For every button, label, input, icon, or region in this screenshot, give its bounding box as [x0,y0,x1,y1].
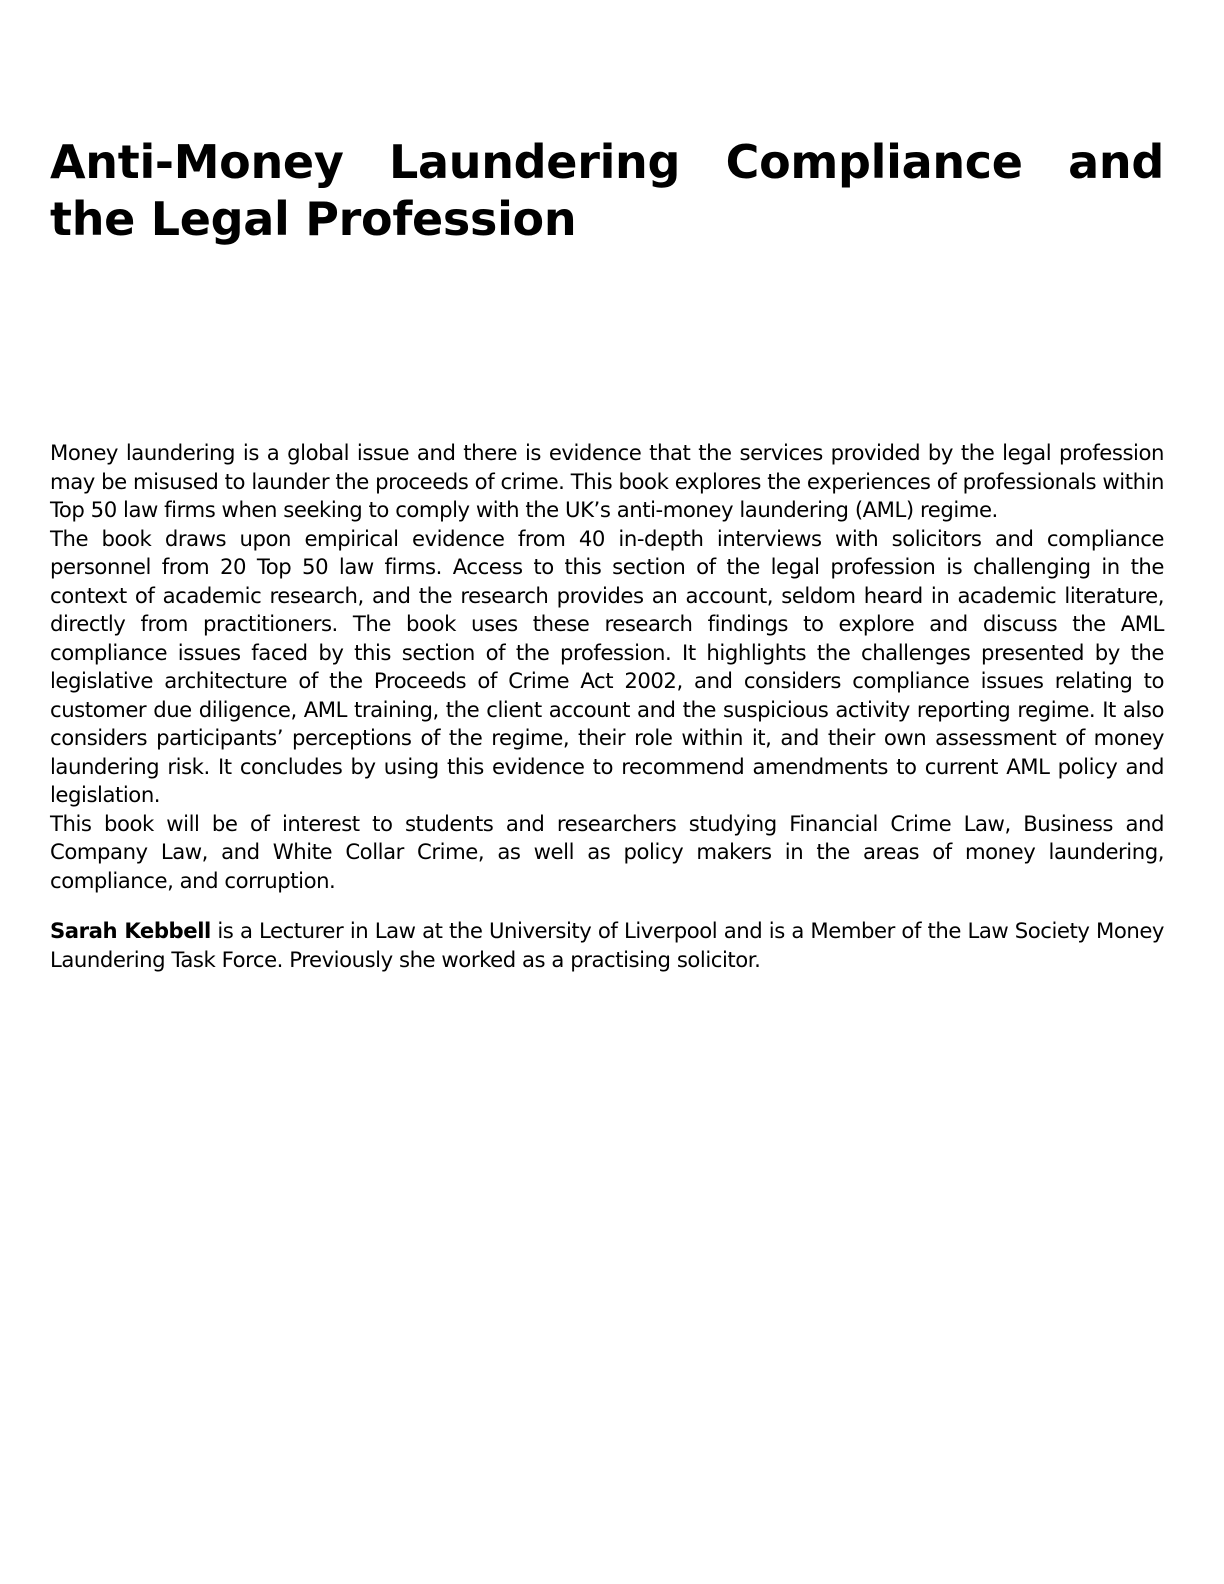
author-bio-text: is a Lecturer in Law at the University of Liverpool and is a Member of the Law Society Money Laundering Task Force. Previously she worked as a practising solicitor. [50,918,1165,972]
author-bio [50,917,1164,974]
author-name: Sarah Kebbell [50,918,211,943]
description-paragraph: Money laundering is a global issue and there is evidence that the services provided by the legal profession may be misused to launder the proceeds of crime. This book explores the experiences of professionals within Top 50 law firms when seeking to comply with the UK’s anti-money laundering (AML) regime. [50,440,1164,522]
book-title: Anti-Money Laundering Compliance and the Legal Profession [50,135,1164,246]
description-paragraph: The book draws upon empirical evidence from 40 in-depth interviews with solicitors and compliance personnel from 20 Top 50 law firms. Access to this section of the legal profession is challenging in the context of academic research, and the research provides an account, seldom heard in academic literature, directly from practitioners. The book uses these research findings to explore and discuss the AML compliance issues faced by this section of the profession. It highlights the challenges presented by the legislative architecture of the Proceeds of Crime Act 2002, and considers compliance issues relating to customer due diligence, AML training, the client account and the suspicious activity reporting regime. It also considers participants’ perceptions of the regime, their role within it, and their own assessment of money laundering risk. It concludes by using this evidence to recommend amendments to current AML policy and legislation. [50,525,1164,807]
book-description [50,439,1164,974]
description-paragraph: This book will be of interest to students and researchers studying Financial Crime Law, Business and Company Law, and White Collar Crime, as well as policy makers in the areas of money laundering, compliance, and corruption. [50,810,1164,893]
